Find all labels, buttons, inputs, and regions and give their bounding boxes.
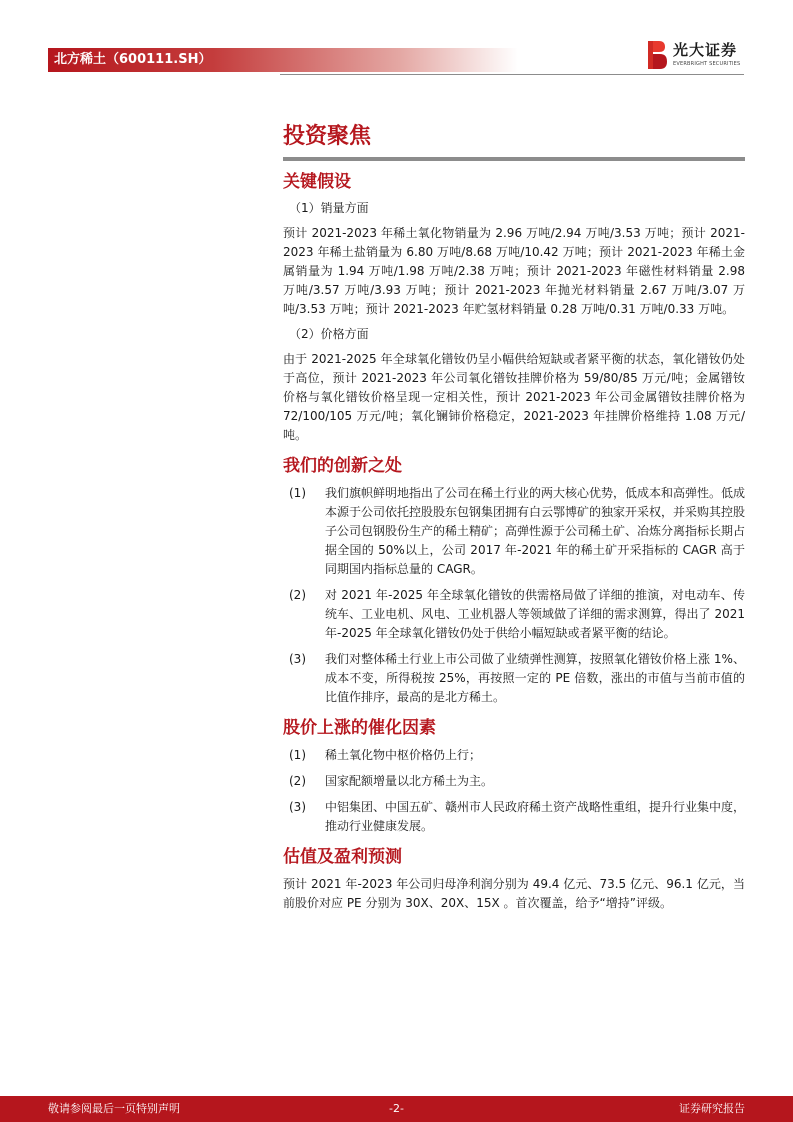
brand-logo-icon [646, 40, 668, 70]
list-item [283, 772, 745, 791]
section-heading-valuation: 估值及盈利预测 [283, 847, 402, 867]
list-item [283, 746, 745, 765]
brand-logo [646, 40, 746, 72]
list-item [283, 798, 745, 836]
brand-name-cn: 光大证券 [673, 41, 738, 59]
list-item-number: (1) [289, 748, 306, 762]
footer-page-number: -2- [389, 1102, 404, 1115]
list-item [283, 650, 745, 707]
subheading-sales: （1）销量方面 [289, 201, 369, 215]
list-item [283, 484, 745, 579]
list-item-text: 我们对整体稀土行业上市公司做了业绩弹性测算，按照氧化镨钕价格上涨 1%、成本不变，所得税按 25%，再按照一定的 PE 倍数，涨出的市值与当前市值的比值作排序，最高的是北方稀土。 [325, 652, 745, 704]
brand-name-en: EVERBRIGHT SECURITIES [673, 61, 741, 67]
main-content [283, 122, 745, 913]
header-title: 北方稀土（600111.SH） [54, 52, 212, 67]
list-item-number: (2) [289, 588, 306, 602]
list-item-number: (3) [289, 800, 306, 814]
list-item-number: (2) [289, 774, 306, 788]
section-heading-innovations: 我们的创新之处 [283, 456, 402, 476]
list-item [283, 586, 745, 643]
footer-bar [0, 1096, 793, 1122]
list-item-text: 中铝集团、中国五矿、赣州市人民政府稀土资产战略性重组，提升行业集中度，推动行业健康发展。 [325, 800, 746, 833]
section-heading-key-assumptions: 关键假设 [283, 172, 351, 192]
header-divider [280, 74, 744, 75]
subheading-prices: （2）价格方面 [289, 327, 369, 341]
list-item-number: (3) [289, 652, 306, 666]
paragraph-valuation: 预计 2021 年-2023 年公司归母净利润分别为 49.4 亿元、73.5 亿元、96.1 亿元，当前股价对应 PE 分别为 30X、20X、15X 。首次覆盖，给予“增持”评级。 [283, 877, 745, 910]
section-heading-catalysts: 股价上涨的催化因素 [283, 718, 436, 738]
paragraph-sales: 预计 2021-2023 年稀土氧化物销量为 2.96 万吨/2.94 万吨/3.53 万吨；预计 2021-2023 年稀土盐销量为 6.80 万吨/8.68 万吨/10.42 万吨；预计 2021-2023 年稀土金属销量为 1.94 万吨/1.98 万吨/2.38 万吨；预计 2021-2023 年磁性材料销量 2.98 万吨/3.57 万吨/3.93 万吨；预计 2021-2023 年抛光材料销量 2.67 万吨/3.07 万吨/3.53 万吨；预计 2021-2023 年贮氢材料销量 0.28 万吨/0.31 万吨/0.33 万吨。 [283, 226, 745, 316]
list-item-text: 我们旗帜鲜明地指出了公司在稀土行业的两大核心优势，低成本和高弹性。低成本源于公司依托控股股东包钢集团拥有白云鄂博矿的独家开采权，并采购其控股子公司包钢股份生产的稀土精矿；高弹性源于公司稀土矿、冶炼分离指标长期占据全国的 50%以上，公司 2017 年-2021 年的稀土矿开采指标的 CAGR 高于同期国内指标总量的 CAGR。 [325, 486, 746, 576]
footer-disclaimer-link: 敬请参阅最后一页特别声明 [48, 1102, 180, 1115]
list-item-text: 国家配额增量以北方稀土为主。 [325, 774, 494, 788]
list-item-text: 稀土氧化物中枢价格仍上行； [325, 748, 482, 762]
paragraph-prices: 由于 2021-2025 年全球氧化镨钕仍呈小幅供给短缺或者紧平衡的状态，氧化镨钕仍处于高位，预计 2021-2023 年公司氧化镨钕挂牌价格为 59/80/85 万元/吨；金属镨钕价格与氧化镨钕价格呈现一定相关性，预计 2021-2023 年公司金属镨钕挂牌价格为 72/100/105 万元/吨；氧化镧铈价格稳定，2021-2023 年挂牌价格维持 1.08 万元/吨。 [283, 352, 745, 442]
list-item-text: 对 2021 年-2025 年全球氧化镨钕的供需格局做了详细的推演，对电动车、传统车、工业电机、风电、工业机器人等领域做了详细的需求测算，得出了 2021 年-2025 年全球氧化镨钕仍处于供给小幅短缺或者紧平衡的结论。 [325, 588, 745, 640]
list-item-number: (1) [289, 486, 306, 500]
page-title: 投资聚焦 [283, 124, 372, 149]
title-rule [283, 157, 745, 161]
footer-report-type: 证券研究报告 [679, 1102, 745, 1115]
